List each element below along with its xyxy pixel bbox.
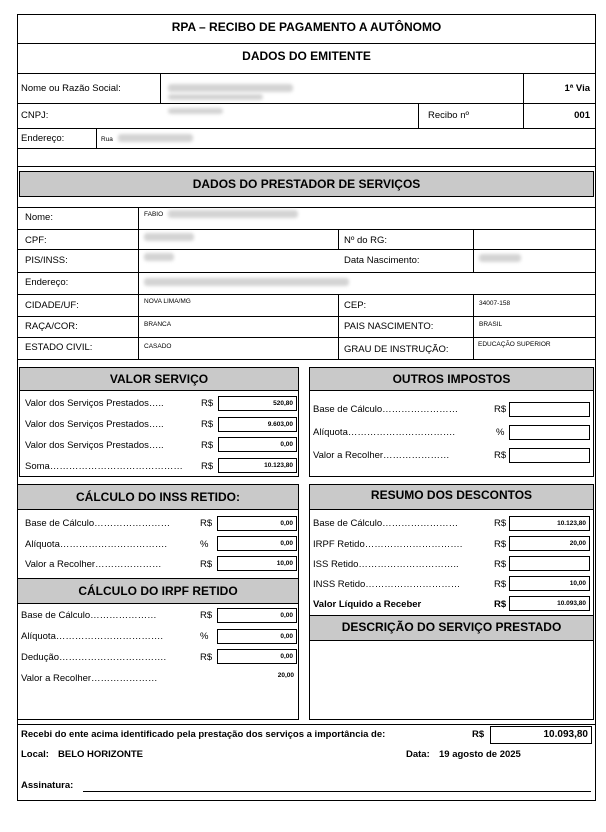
row-currency: R$ — [201, 419, 214, 430]
row-label: Alíquota……………………………. — [25, 539, 167, 550]
row-currency: R$ — [494, 404, 507, 415]
local-value: BELO HORIZONTE — [58, 749, 143, 760]
row-currency: R$ — [494, 518, 507, 529]
row-label: INSS Retido………………………… — [313, 579, 461, 590]
row-currency: R$ — [200, 518, 213, 529]
emitente-endereco-label: Endereço: — [21, 133, 65, 144]
row-label: Base de Cálculo…………………… — [313, 518, 459, 529]
redacted-endereco — [144, 278, 349, 286]
liquido-currency: R$ — [494, 599, 507, 610]
irpf-recolher-value: 20,00 — [277, 672, 294, 679]
row-label: Valor a Recolher………………… — [21, 673, 158, 684]
descricao-title: DESCRIÇÃO DO SERVIÇO PRESTADO — [309, 615, 594, 641]
row-label: Valor a Recolher………………… — [25, 559, 162, 570]
signature-line[interactable] — [83, 791, 591, 792]
row-currency: R$ — [494, 539, 507, 550]
row-currency: R$ — [494, 450, 507, 461]
prestador-rg-label: Nº do RG: — [344, 235, 388, 246]
prestador-cidade-value: NOVA LIMA/MG — [144, 298, 191, 305]
redacted-pis — [144, 253, 174, 261]
row-currency: % — [200, 539, 209, 550]
row-currency: R$ — [200, 559, 213, 570]
via-label: 1ª Via — [564, 83, 590, 94]
recibo-label: Recibo nº — [428, 110, 469, 121]
row-label: Base de Cálculo………………… — [21, 610, 157, 621]
local-label: Local: — [21, 749, 49, 760]
data-value: 19 agosto de 2025 — [439, 749, 521, 760]
row-label: Base de Cálculo…………………… — [25, 518, 171, 529]
inss-title: CÁLCULO DO INSS RETIDO: — [17, 484, 299, 510]
row-currency: R$ — [494, 559, 507, 570]
prestador-civil-value: CASADO — [144, 343, 172, 350]
valor-servico-2-value: 9.603,00 — [218, 417, 297, 432]
valor-servico-title: VALOR SERVIÇO — [19, 367, 299, 391]
row-label: ISS Retido………………………….. — [313, 559, 459, 570]
resumo-title: RESUMO DOS DESCONTOS — [309, 484, 594, 510]
data-label: Data: — [406, 749, 430, 760]
prestador-cidade-label: CIDADE/UF: — [25, 300, 79, 311]
prestador-raca-label: RAÇA/COR: — [25, 321, 78, 332]
row-currency: R$ — [494, 579, 507, 590]
row-label: Alíquota……………………………. — [21, 631, 163, 642]
resumo-irpf-value: 20,00 — [509, 536, 590, 551]
liquido-label: Valor Líquido a Receber — [313, 599, 422, 610]
redacted-nome — [168, 84, 293, 92]
emitente-nome-label: Nome ou Razão Social: — [21, 83, 121, 94]
row-label: Valor a Recolher………………… — [313, 450, 450, 461]
emitente-endereco-value: Rua — [101, 136, 113, 143]
prestador-pais-value: BRASIL — [479, 321, 503, 328]
resumo-iss-value — [509, 556, 590, 571]
valor-servico-3-value: 0,00 — [218, 437, 297, 452]
row-currency: R$ — [201, 461, 214, 472]
outros-impostos-title: OUTROS IMPOSTOS — [309, 367, 594, 391]
prestador-grau-label: GRAU DE INSTRUÇÃO: — [344, 344, 449, 355]
resumo-base-value: 10.123,80 — [509, 516, 590, 531]
prestador-nome-label: Nome: — [25, 212, 53, 223]
total-currency: R$ — [472, 729, 485, 740]
outros-recolher-value — [509, 448, 590, 463]
row-currency: % — [200, 631, 209, 642]
row-currency: R$ — [200, 652, 213, 663]
prestador-nome-value: FABIO — [144, 211, 164, 218]
prestador-nasc-label: Data Nascimento: — [344, 255, 420, 266]
inss-base-value: 0,00 — [217, 516, 297, 531]
outros-aliquota-value — [509, 425, 590, 440]
document-title: RPA – RECIBO DE PAGAMENTO A AUTÔNOMO — [171, 20, 442, 34]
liquido-value: 10.093,80 — [509, 596, 590, 611]
soma-value: 10.123,80 — [218, 458, 297, 473]
row-label: Valor dos Serviços Prestados….. — [25, 440, 164, 451]
inss-aliquota-value: 0,00 — [217, 536, 297, 551]
emitente-title: DADOS DO EMITENTE — [242, 49, 371, 63]
prestador-civil-label: ESTADO CIVIL: — [25, 342, 93, 353]
total-value: 10.093,80 — [490, 726, 592, 744]
prestador-cpf-label: CPF: — [25, 235, 47, 246]
redacted-nasc — [479, 254, 521, 262]
prestador-cep-label: CEP: — [344, 300, 367, 311]
row-label: Alíquota……………………………. — [313, 427, 455, 438]
row-label: Valor dos Serviços Prestados….. — [25, 398, 164, 409]
prestador-pais-label: PAIS NASCIMENTO: — [344, 321, 434, 332]
row-label: Valor dos Serviços Prestados….. — [25, 419, 164, 430]
row-label: Base de Cálculo…………………… — [313, 404, 459, 415]
emitente-cnpj-label: CNPJ: — [21, 110, 49, 121]
inss-recolher-value: 10,00 — [217, 556, 297, 571]
irpf-title: CÁLCULO DO IRPF RETIDO — [17, 578, 299, 604]
row-currency: % — [496, 427, 505, 438]
valor-servico-1-value: 520,80 — [218, 396, 297, 411]
prestador-section-title: DADOS DO PRESTADOR DE SERVIÇOS — [19, 171, 594, 197]
row-currency: R$ — [201, 398, 214, 409]
recibo-number: 001 — [574, 110, 590, 121]
prestador-raca-value: BRANCA — [144, 321, 172, 328]
redacted-cnpj — [168, 108, 223, 114]
resumo-inss-value: 10,00 — [509, 576, 590, 591]
row-label: Soma…………………………………… — [25, 461, 183, 472]
row-currency: R$ — [201, 440, 214, 451]
prestador-pis-label: PIS/INSS: — [25, 255, 68, 266]
redacted-cpf — [144, 233, 194, 241]
irpf-deducao-value: 0,00 — [217, 649, 297, 664]
irpf-base-value: 0,00 — [217, 608, 297, 623]
outros-base-value — [509, 402, 590, 417]
recebi-text: Recebi do ente acima identificado pela prestação dos serviços a importância de: — [21, 729, 386, 740]
prestador-endereco-label: Endereço: — [25, 277, 69, 288]
assinatura-label: Assinatura: — [21, 780, 74, 791]
irpf-aliquota-value: 0,00 — [217, 629, 297, 644]
prestador-grau-value: EDUCAÇÃO SUPERIOR — [478, 341, 551, 348]
row-label: IRPF Retido…………………………. — [313, 539, 463, 550]
prestador-cep-value: 34007-158 — [479, 300, 511, 307]
descricao-area[interactable] — [310, 641, 593, 719]
row-currency: R$ — [200, 610, 213, 621]
row-label: Dedução……………………………. — [21, 652, 167, 663]
